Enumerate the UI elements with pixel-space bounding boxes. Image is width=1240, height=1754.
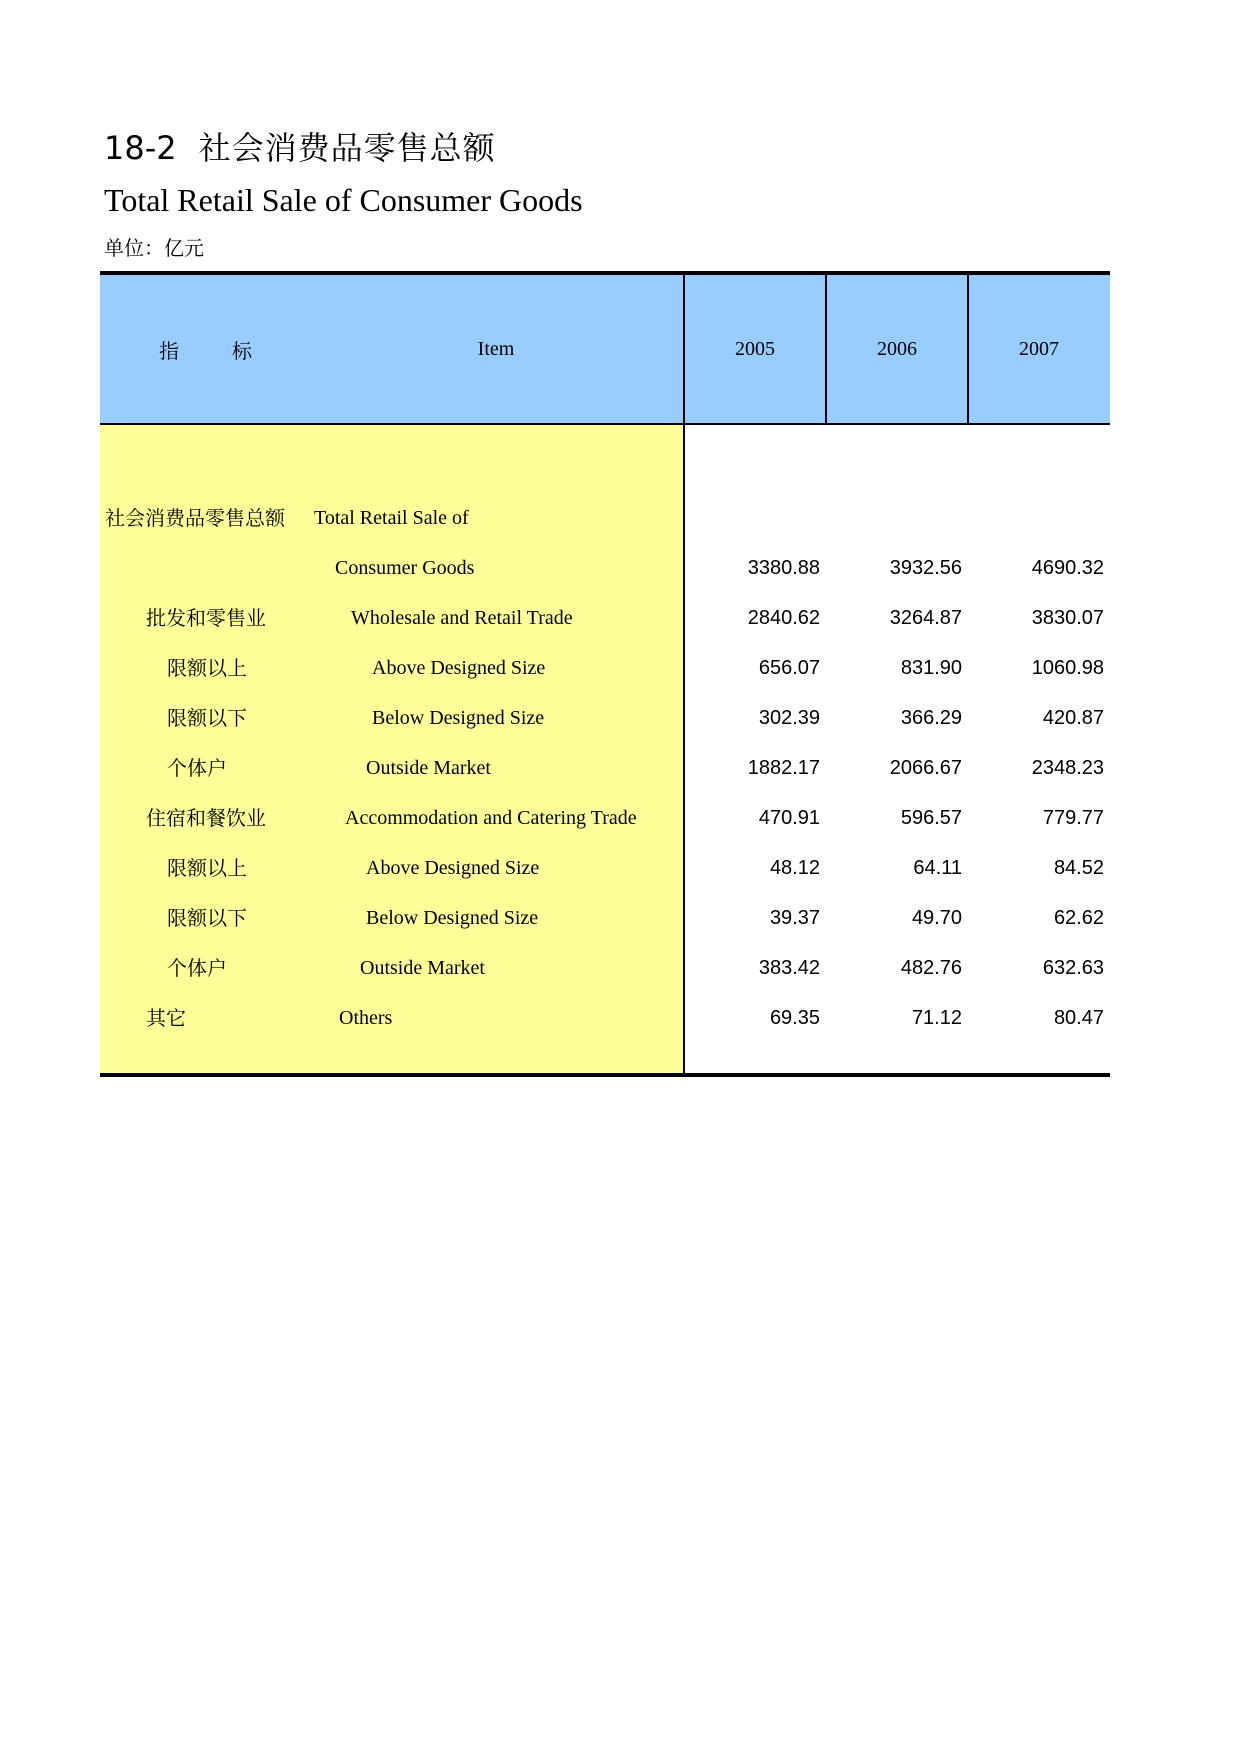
table-row bbox=[100, 843, 1110, 893]
row-label-en: Total Retail Sale of bbox=[314, 507, 469, 529]
row-label-zh: 限额以下 bbox=[167, 906, 247, 930]
value-2005: 656.07 bbox=[758, 657, 820, 679]
header-item: Item bbox=[477, 337, 515, 360]
unit-label: 单位：亿元 bbox=[104, 236, 204, 260]
value-2005: 302.39 bbox=[758, 707, 820, 729]
table-row bbox=[100, 893, 1110, 943]
row-label-en: Above Designed Size bbox=[372, 657, 546, 679]
value-2006: 64.11 bbox=[913, 857, 962, 879]
row-label-zh: 限额以上 bbox=[167, 856, 247, 880]
value-2006 bbox=[832, 493, 962, 543]
table-row bbox=[100, 493, 1110, 543]
row-label-en: Below Designed Size bbox=[366, 907, 539, 929]
bottom-rule bbox=[100, 1073, 1110, 1077]
header-year-2007: 2007 bbox=[1019, 337, 1059, 360]
row-label-en: Below Designed Size bbox=[372, 707, 545, 729]
row-label-en: Consumer Goods bbox=[335, 557, 475, 579]
value-2005: 2840.62 bbox=[747, 607, 820, 629]
row-label-zh: 其它 bbox=[146, 1006, 186, 1030]
table-row bbox=[100, 693, 1110, 743]
value-2006: 49.70 bbox=[911, 907, 962, 929]
value-2006: 3264.87 bbox=[889, 607, 962, 629]
header-year-2006: 2006 bbox=[877, 337, 917, 360]
value-2005: 39.37 bbox=[769, 907, 820, 929]
value-2006: 71.12 bbox=[911, 1007, 962, 1029]
value-2006: 831.90 bbox=[900, 657, 962, 679]
value-2006: 596.57 bbox=[900, 807, 962, 829]
title-en: Total Retail Sale of Consumer Goods bbox=[104, 182, 583, 218]
row-label-en: Accommodation and Catering Trade bbox=[345, 807, 637, 829]
row-label-en: Others bbox=[339, 1007, 393, 1029]
page-title bbox=[104, 126, 496, 170]
header-rule bbox=[100, 423, 1110, 425]
value-2006: 366.29 bbox=[900, 707, 962, 729]
value-2005: 1882.17 bbox=[747, 757, 820, 779]
table-row bbox=[100, 743, 1110, 793]
value-2006: 482.76 bbox=[900, 957, 962, 979]
value-2005 bbox=[690, 493, 820, 543]
row-label-zh: 限额以上 bbox=[167, 656, 247, 680]
value-2007 bbox=[974, 493, 1104, 543]
row-label-zh: 社会消费品零售总额 bbox=[105, 506, 285, 530]
value-2005: 470.91 bbox=[758, 807, 820, 829]
value-2005: 69.35 bbox=[769, 1007, 820, 1029]
table-row bbox=[100, 593, 1110, 643]
value-2007: 779.77 bbox=[1042, 807, 1104, 829]
row-label-zh: 个体户 bbox=[167, 756, 227, 780]
value-2005: 3380.88 bbox=[747, 557, 820, 579]
statistics-table bbox=[100, 271, 1110, 1078]
value-2007: 80.47 bbox=[1053, 1007, 1104, 1029]
value-2007: 2348.23 bbox=[1031, 757, 1104, 779]
row-label-en: Outside Market bbox=[360, 957, 485, 979]
header-year-2005: 2005 bbox=[735, 337, 775, 360]
table-row bbox=[100, 993, 1110, 1043]
table-row bbox=[100, 943, 1110, 993]
table-row bbox=[100, 643, 1110, 693]
header-zh-left: 指 bbox=[159, 338, 179, 363]
row-label-zh: 限额以下 bbox=[167, 706, 247, 730]
table-number: 18-2 bbox=[104, 129, 177, 167]
value-2005: 48.12 bbox=[769, 857, 820, 879]
value-2007: 62.62 bbox=[1053, 907, 1104, 929]
title-zh: 社会消费品零售总额 bbox=[198, 129, 496, 167]
value-2006: 3932.56 bbox=[889, 557, 962, 579]
row-label-zh: 住宿和餐饮业 bbox=[146, 806, 266, 830]
value-2005: 383.42 bbox=[758, 957, 820, 979]
table-row bbox=[100, 543, 1110, 593]
row-label-en: Above Designed Size bbox=[366, 857, 540, 879]
value-2007: 84.52 bbox=[1053, 857, 1104, 879]
row-label-en: Outside Market bbox=[366, 757, 491, 779]
row-label-en: Wholesale and Retail Trade bbox=[351, 607, 573, 629]
value-2007: 632.63 bbox=[1042, 957, 1104, 979]
value-2007: 4690.32 bbox=[1031, 557, 1104, 579]
header-zh-right: 标 bbox=[232, 338, 252, 363]
value-2007: 420.87 bbox=[1042, 707, 1104, 729]
row-label-zh: 批发和零售业 bbox=[146, 606, 266, 630]
value-2006: 2066.67 bbox=[889, 757, 962, 779]
row-label-zh: 个体户 bbox=[167, 956, 227, 980]
value-2007: 1060.98 bbox=[1031, 657, 1104, 679]
table-row bbox=[100, 793, 1110, 843]
value-2007: 3830.07 bbox=[1031, 607, 1104, 629]
